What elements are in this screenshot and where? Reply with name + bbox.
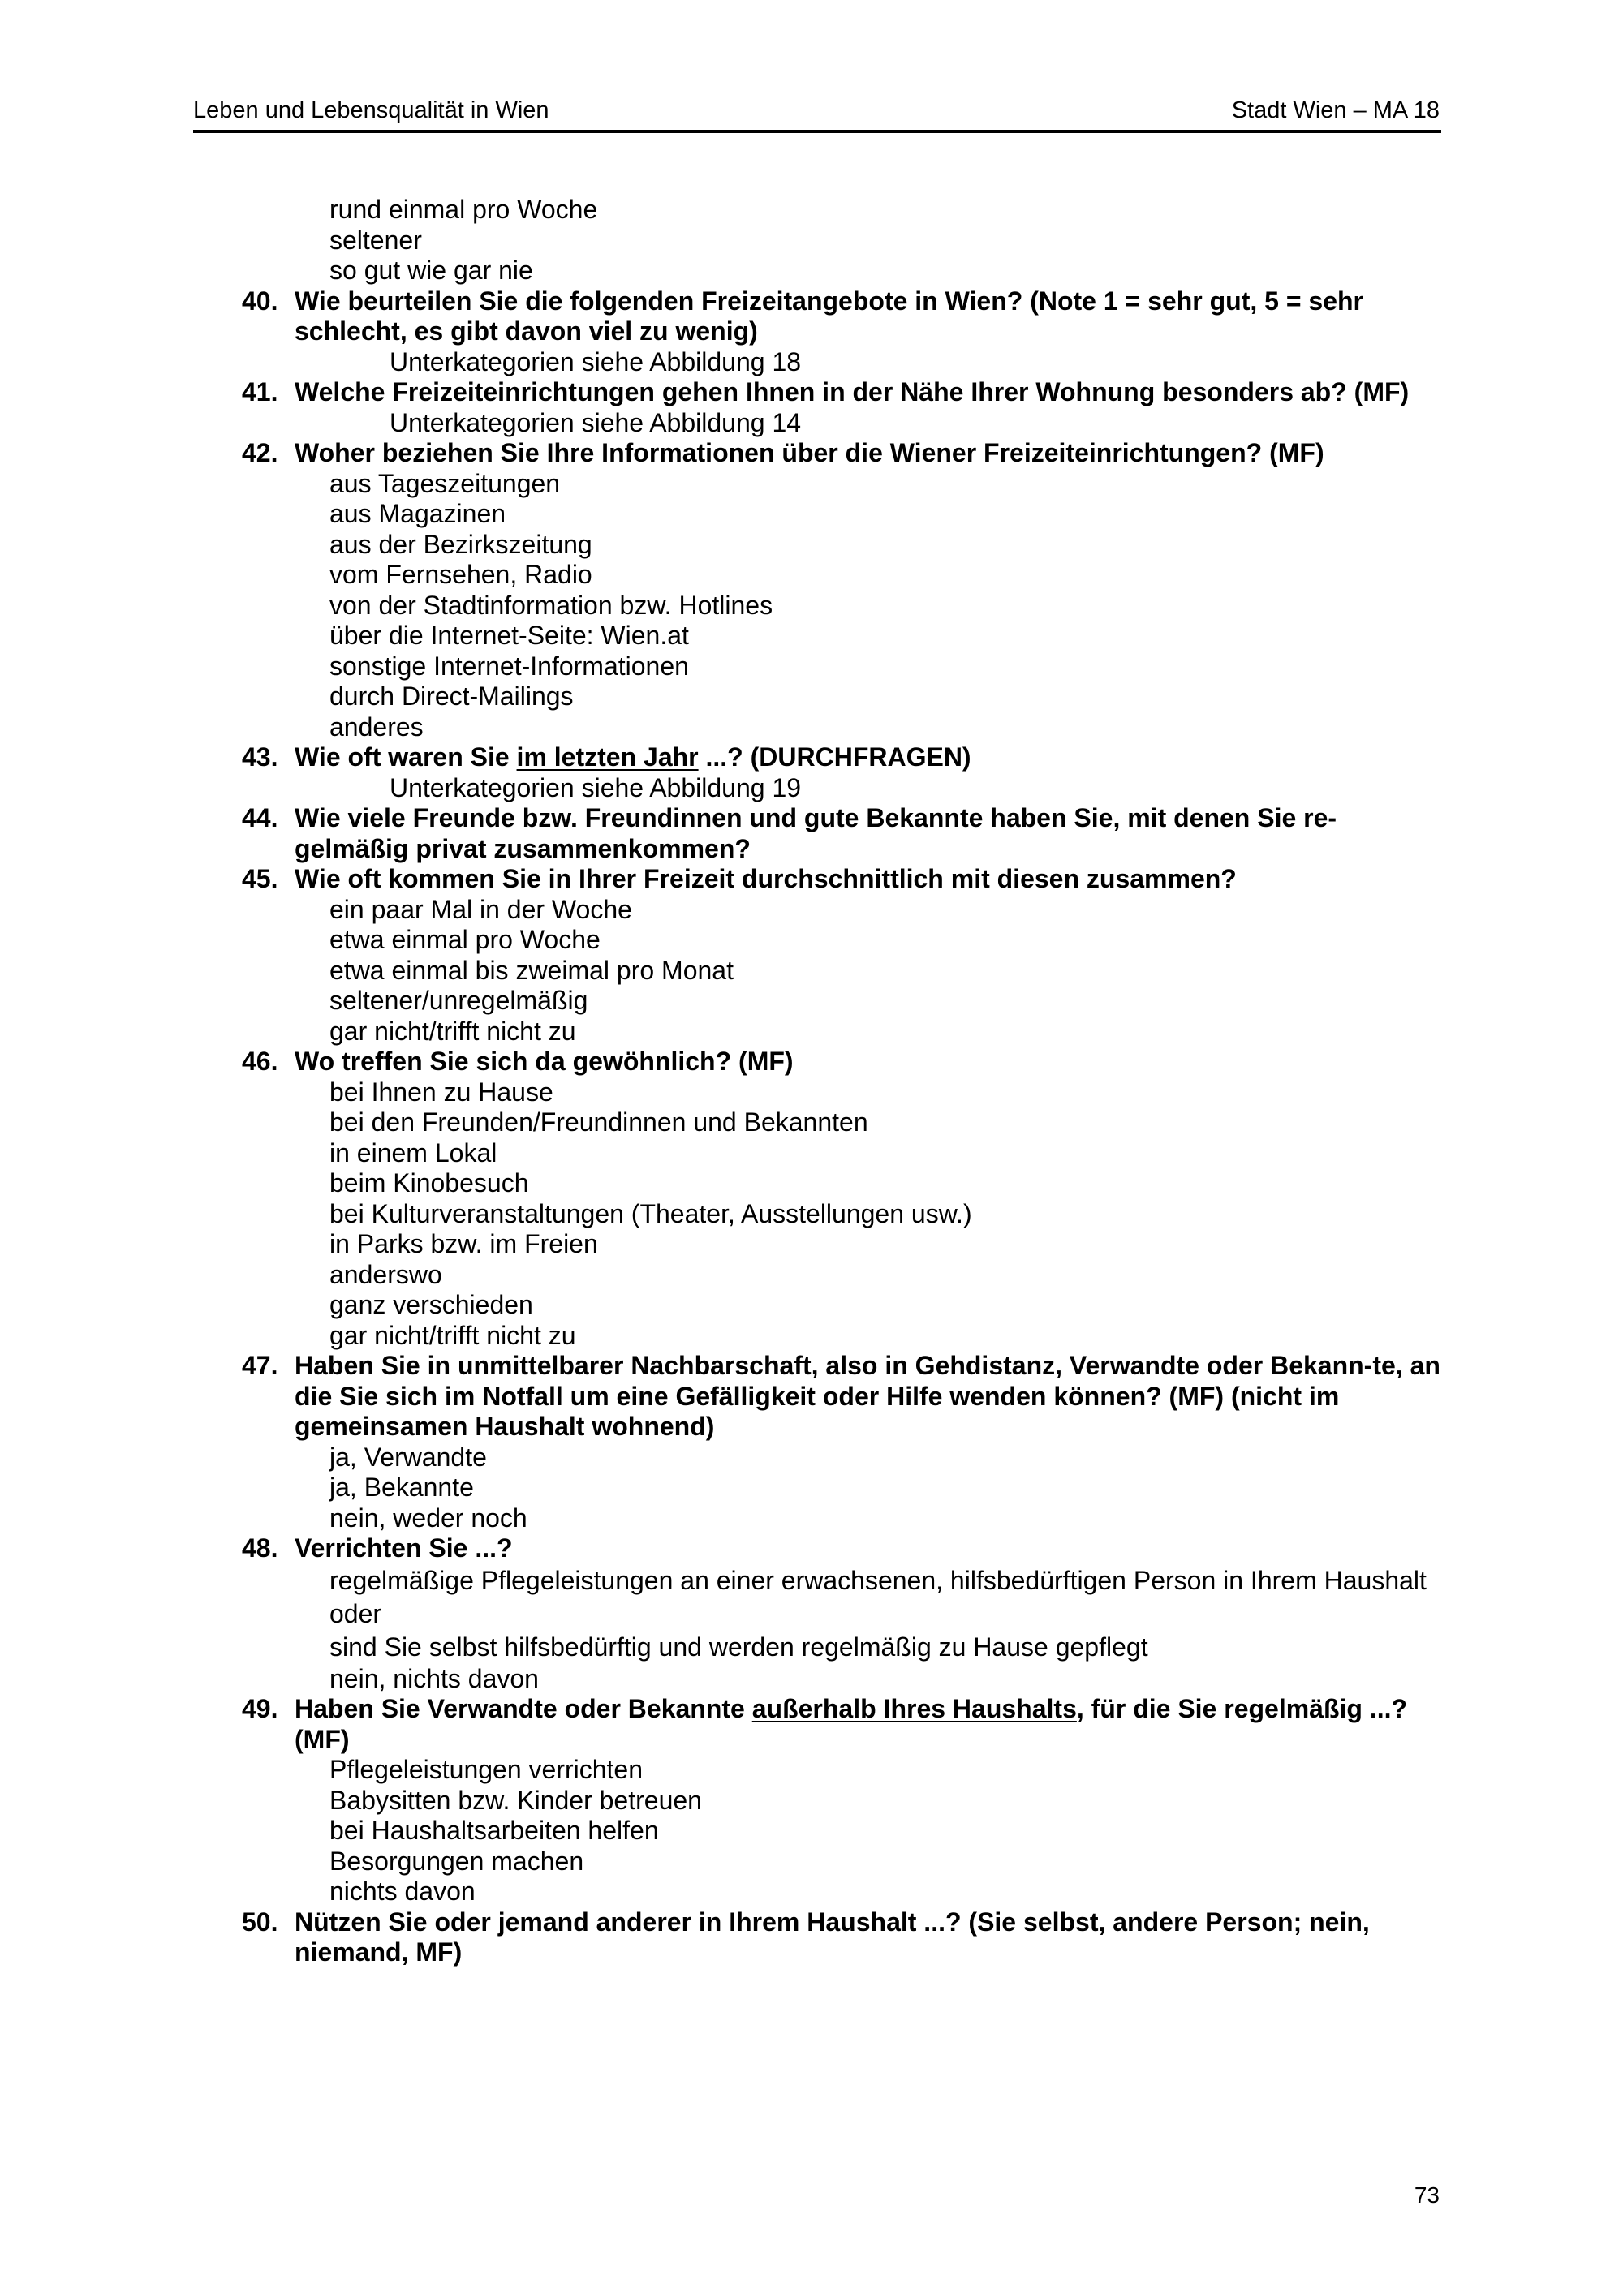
answer-option: ja, Verwandte [329,1442,487,1472]
underlined-phrase: außerhalb Ihres Haushalts [751,1694,1077,1723]
answer-option: ja, Bekannte [329,1473,474,1502]
question-number: 40. [242,286,278,316]
answer-option: sonstige Internet-Informationen [329,651,689,681]
subcategory-note: Unterkategorien siehe Abbildung 19 [390,772,802,802]
question-text-part: , für die Sie regelmäßig ...? (MF) [295,1694,1408,1754]
question-text: Welche Freizeiteinrichtungen gehen Ihnen in der Nähe Ihrer Wohnung besonders ab? (MF) [295,377,1410,406]
answer-option: so gut wie gar nie [329,256,533,285]
question-number: 43. [242,742,278,772]
underlined-phrase: im letzten Jahr [516,742,699,772]
answer-option: Besorgungen machen [329,1846,584,1876]
question-number: 41. [242,377,278,406]
question-41 [193,377,1443,408]
answer-option: rund einmal pro Woche [329,195,598,224]
answer-option: nein, nichts davon [329,1663,539,1693]
answer-option: bei Kulturveranstaltungen (Theater, Ausstellungen usw.) [329,1198,972,1228]
answer-option: ein paar Mal in der Woche [329,894,632,924]
subcategory-note: Unterkategorien siehe Abbildung 18 [390,346,802,376]
question-44 [193,803,1443,864]
question-42 [193,438,1443,469]
answer-option: vom Fernsehen, Radio [329,560,592,589]
answer-option: aus Tageszeitungen [329,468,561,498]
answer-option: über die Internet-Seite: Wien.at [329,621,689,650]
question-number: 45. [242,864,278,893]
answer-option: von der Stadtinformation bzw. Hotlines [329,590,773,620]
answer-option: bei den Freunden/Freundinnen und Bekannten [329,1107,868,1137]
question-50 [193,1907,1443,1968]
question-45 [193,864,1443,895]
question-number: 48. [242,1533,278,1563]
answer-option: regelmäßige Pflegeleistungen an einer erwachsenen, hilfsbedürftigen Person in Ihrem Haushalt oder [329,1565,1427,1628]
question-40 [193,286,1443,347]
question-text [295,742,971,772]
question-43 [193,742,1443,773]
answer-option: etwa einmal bis zweimal pro Monat [329,955,734,985]
question-49 [193,1694,1443,1755]
question-text: Wie viele Freunde bzw. Freundinnen und gute Bekannte haben Sie, mit denen Sie re-gelmäßig privat zusammenkommen? [295,803,1337,863]
answer-option: anderswo [329,1259,442,1289]
question-number: 49. [242,1694,278,1723]
page-header [193,96,1441,133]
question-text: Wie oft kommen Sie in Ihrer Freizeit durchschnittlich mit diesen zusammen? [295,864,1237,893]
answer-option: sind Sie selbst hilfsbedürftig und werden regelmäßig zu Hause gepflegt [329,1632,1148,1662]
question-text-part: ...? (DURCHFRAGEN) [698,742,971,772]
answer-option: Pflegeleistungen verrichten [329,1755,644,1784]
answer-option: seltener [329,225,422,255]
question-46 [193,1047,1443,1077]
answer-option: seltener/unregelmäßig [329,986,588,1015]
question-text [295,1694,1407,1754]
question-text: Woher beziehen Sie Ihre Informationen über die Wiener Freizeiteinrichtungen? (MF) [295,438,1324,467]
answer-option: in einem Lokal [329,1137,497,1167]
question-text-part: Wie oft waren Sie [295,742,517,772]
question-text: Wie beurteilen Sie die folgenden Freizeitangebote in Wien? (Note 1 = sehr gut, 5 = sehr schlecht, es gibt davon viel zu wenig) [295,286,1363,346]
question-text: Wo treffen Sie sich da gewöhnlich? (MF) [295,1047,794,1076]
answer-option: gar nicht/trifft nicht zu [329,1320,576,1350]
answer-option: anderes [329,712,424,742]
answer-option: beim Kinobesuch [329,1168,529,1197]
answer-option: aus der Bezirkszeitung [329,529,592,559]
answer-option: durch Direct-Mailings [329,681,574,711]
question-number: 50. [242,1907,278,1937]
answer-option: ganz verschieden [329,1290,533,1319]
question-text: Haben Sie in unmittelbarer Nachbarschaft, also in Gehdistanz, Verwandte oder Bekann-te, an die Sie sich im Notfall um eine Gefälligkeit oder Hilfe wenden können? (MF) (nicht im gemeinsamen Haushalt wohnend) [295,1351,1440,1441]
questionnaire-body [193,195,1443,1968]
answer-option: nein, weder noch [329,1503,527,1533]
answer-option: bei Ihnen zu Hause [329,1077,553,1107]
question-text: Verrichten Sie ...? [295,1533,513,1563]
header-title: Leben und Lebensqualität in Wien [193,97,549,123]
answer-option: aus Magazinen [329,499,506,528]
question-number: 42. [242,438,278,467]
question-number: 44. [242,803,278,832]
answer-option: etwa einmal pro Woche [329,925,601,954]
answer-option: gar nicht/trifft nicht zu [329,1016,576,1046]
answer-option: nichts davon [329,1877,476,1906]
question-48 [193,1533,1443,1564]
answer-option: Babysitten bzw. Kinder betreuen [329,1785,702,1815]
answer-option: in Parks bzw. im Freien [329,1229,598,1258]
question-text-part: Haben Sie Verwandte oder Bekannte [295,1694,752,1723]
answer-option: bei Haushaltsarbeiten helfen [329,1816,659,1845]
question-number: 47. [242,1351,278,1380]
header-organization: Stadt Wien – MA 18 [1231,97,1440,123]
subcategory-note: Unterkategorien siehe Abbildung 14 [390,407,802,437]
question-47 [193,1351,1443,1443]
question-number: 46. [242,1047,278,1076]
question-text: Nützen Sie oder jemand anderer in Ihrem Haushalt ...? (Sie selbst, andere Person; nein, niemand, MF) [295,1907,1370,1967]
page-number: 73 [1414,2182,1440,2208]
